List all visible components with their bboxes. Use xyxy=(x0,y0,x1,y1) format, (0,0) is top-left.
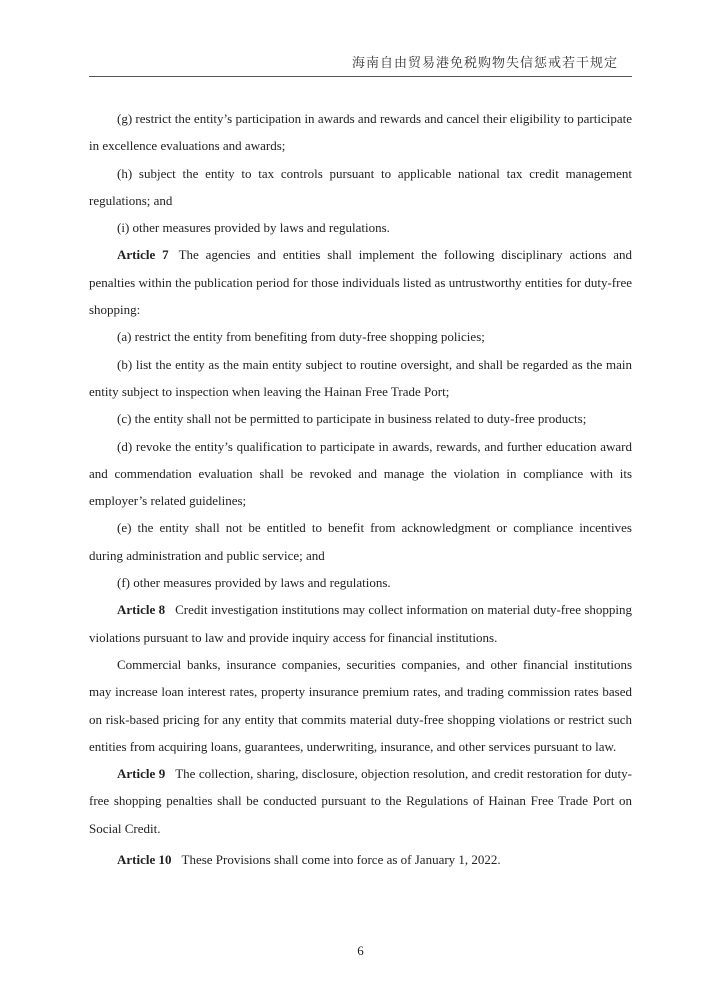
article-heading: Article 8 xyxy=(117,602,166,618)
paragraph-a: (a) restrict the entity from benefiting from duty-free shopping policies; xyxy=(117,329,485,345)
article-8-paragraph-2: Commercial banks, insurance companies, securities companies, and other financial institutions may increase loan interest rates, property insurance premium rates, and trading commission rates based on risk-based pricing for any entity that commits material duty-free shopping violations or restrict such entities from acquiring loans, guarantees, underwriting, insurance, and other services pursuant to law. xyxy=(89,656,632,754)
paragraph-i: (i) other measures provided by laws and regulations. xyxy=(117,220,390,236)
document-body xyxy=(89,105,632,873)
article-heading: Article 9 xyxy=(117,766,166,782)
document-title: 海南自由贸易港免税购物失信惩戒若干规定 xyxy=(351,56,618,71)
paragraph-e: (e) the entity shall not be entitled to benefit from acknowledgment or compliance incentives during administration and public service; and xyxy=(89,520,632,563)
article-7-paragraph: Article 7 The agencies and entities shall implement the following disciplinary actions and penalties within the publication period for those individuals listed as untrustworthy entities for duty-free shopping: xyxy=(89,247,632,318)
article-heading: Article 7 xyxy=(117,247,169,263)
paragraph-g: (g) restrict the entity’s participation in awards and rewards and cancel their eligibility to participate in excellence evaluations and awards; xyxy=(89,111,632,154)
paragraph-f: (f) other measures provided by laws and regulations. xyxy=(117,575,391,591)
paragraph-c: (c) the entity shall not be permitted to participate in business related to duty-free products; xyxy=(117,411,587,427)
article-8-paragraph: Article 8 Credit investigation institutions may collect information on material duty-free shopping violations pursuant to law and provide inquiry access for financial institutions. xyxy=(89,602,632,645)
paragraph-b: (b) list the entity as the main entity subject to routine oversight, and shall be regarded as the main entity subject to inspection when leaving the Hainan Free Trade Port; xyxy=(89,356,632,399)
paragraph-h: (h) subject the entity to tax controls pursuant to applicable national tax credit management regulations; and xyxy=(89,165,632,208)
article-9-paragraph: Article 9 The collection, sharing, disclosure, objection resolution, and credit restoration for duty-free shopping penalties shall be conducted pursuant to the Regulations of Hainan Free Trade Port on Social Credit. xyxy=(89,766,632,836)
page-number: 6 xyxy=(357,943,364,958)
paragraph-d: (d) revoke the entity’s qualification to participate in awards, rewards, and further education award and commendation evaluation shall be revoked and manage the violation in compliance with its employer’s related guidelines; xyxy=(89,438,632,509)
article-10-paragraph: Article 10 These Provisions shall come into force as of January 1, 2022. xyxy=(117,852,501,868)
article-heading: Article 10 xyxy=(117,852,172,868)
page-header xyxy=(89,52,632,77)
